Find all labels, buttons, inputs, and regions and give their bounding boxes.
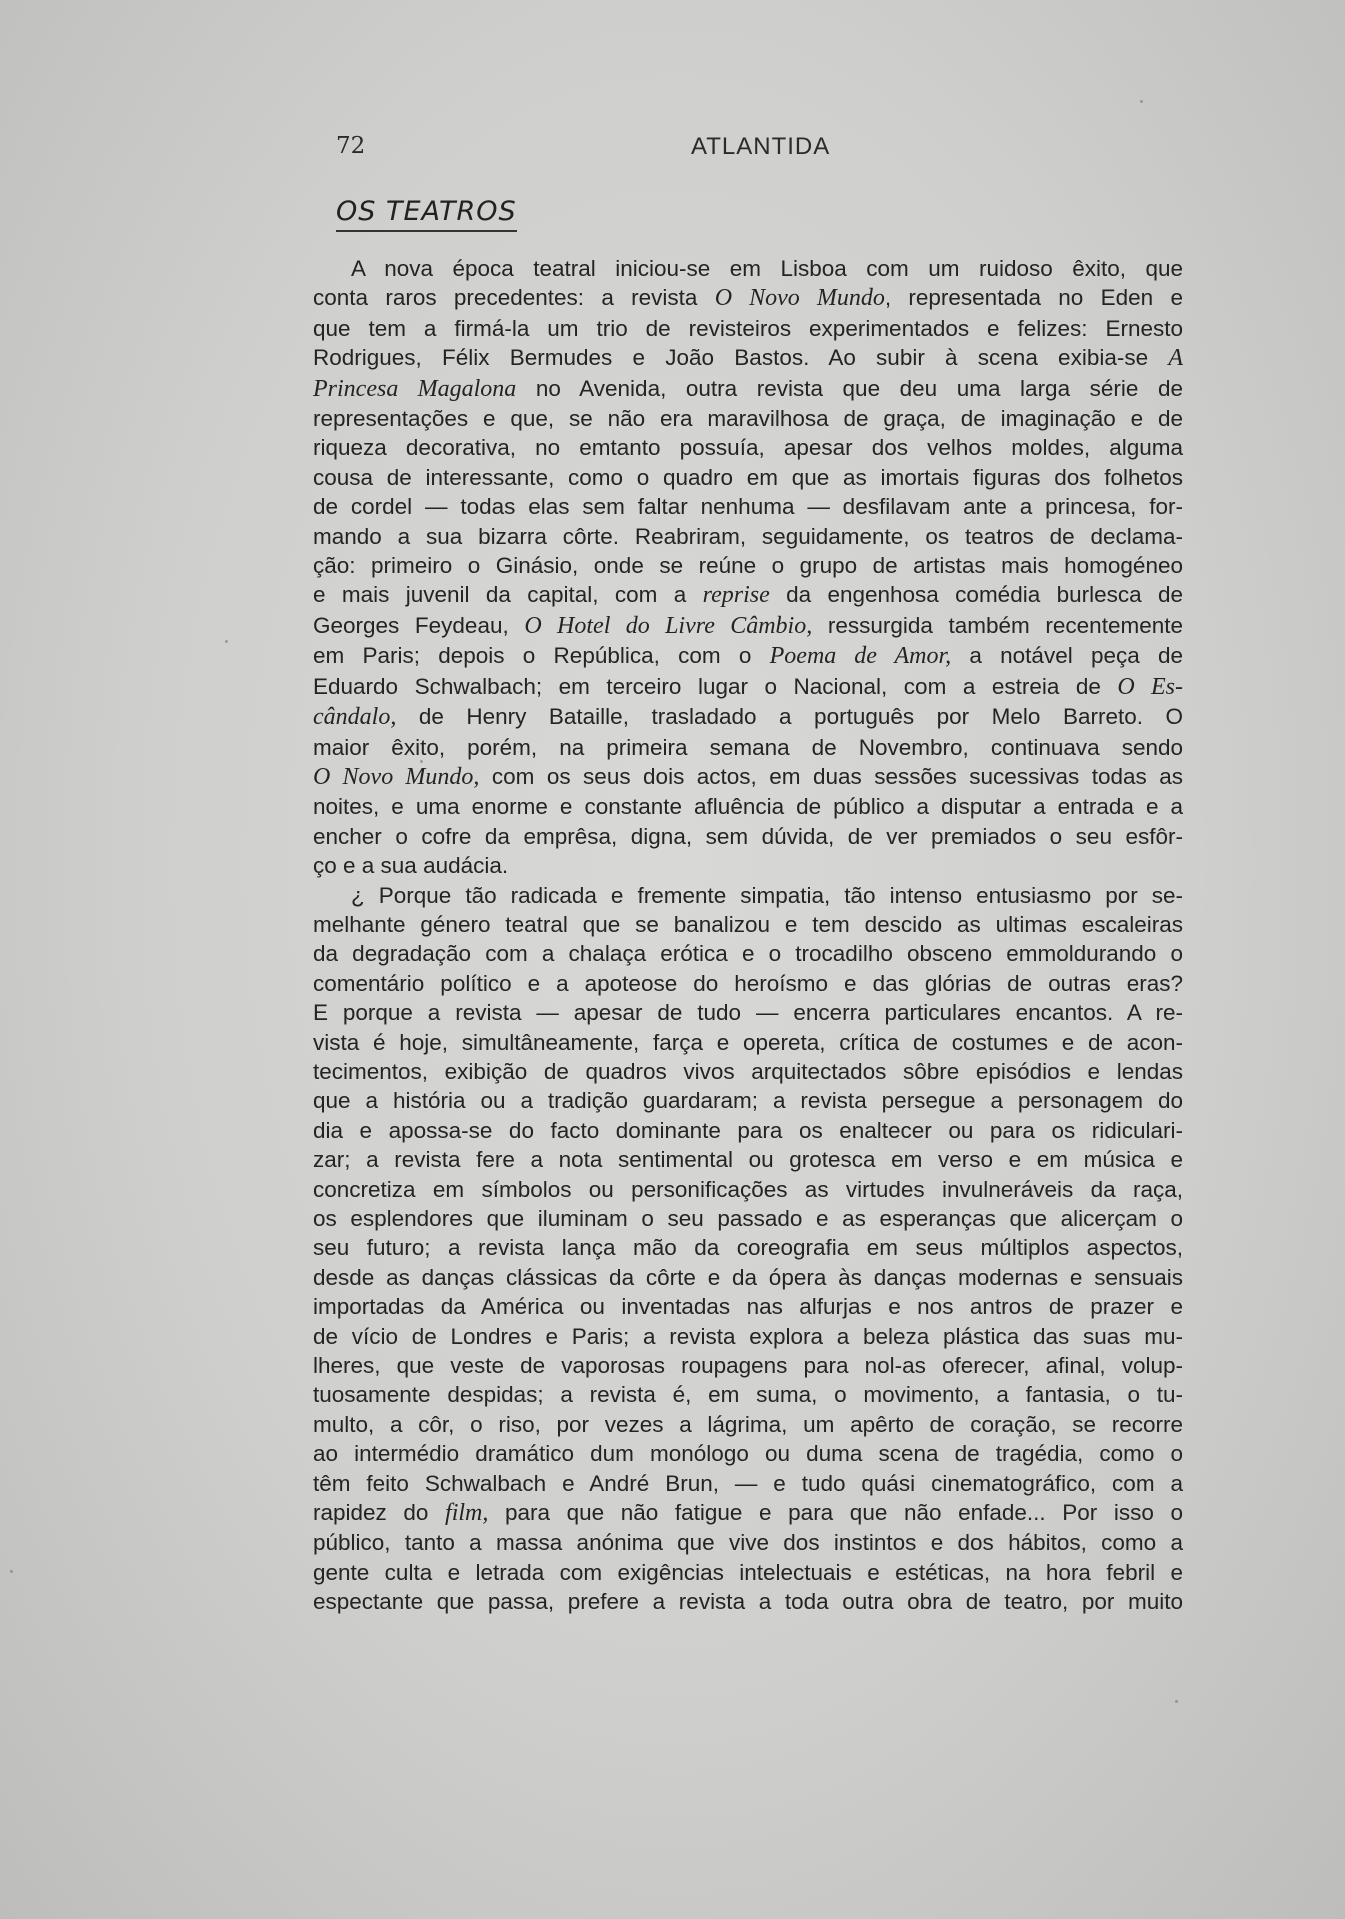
text-run: Eduardo Schwalbach; em terceiro lugar o Nacional, com a estreia de [313, 673, 1118, 699]
text-run: Rodrigues, Félix Bermudes e João Bastos. Ao subir à scena exibia-se [313, 345, 1169, 371]
text-run: cousa de interessante, como o quadro em que as imortais figuras dos folhetos [313, 464, 1183, 490]
text-run: concretiza em símbolos ou personificações as virtudes invulneráveis da raça, [313, 1176, 1183, 1202]
text-line [313, 374, 1183, 404]
text-line [313, 463, 1183, 492]
paper-speck [10, 1570, 13, 1573]
text-run: mando a sua bizarra côrte. Reabriram, seguidamente, os teatros de declama- [313, 523, 1183, 549]
text-line [313, 969, 1183, 998]
text-run: E porque a revista — apesar de tudo — encerra particulares encantos. A re- [313, 1000, 1183, 1026]
italic-title-text: film, [445, 1500, 489, 1527]
text-run: importadas da América ou inventadas nas alfurjas e nos antros de prazer e [313, 1294, 1183, 1320]
text-run: comentário político e a apoteose do heroísmo e das glórias de outras eras? [313, 970, 1183, 996]
text-line [313, 1322, 1183, 1351]
text-run: e mais juvenil da capital, com a [313, 582, 703, 608]
text-line [313, 492, 1183, 521]
text-run: multo, a côr, o riso, por vezes a lágrima, um apêrto de coração, se recorre [313, 1411, 1183, 1437]
text-run: para que não fatigue e para que não enfade... Por isso o [488, 1500, 1184, 1526]
text-line [313, 1263, 1183, 1292]
text-run: , representada no Eden e [884, 285, 1183, 311]
text-run: que tem a firmá-la um trio de revisteiros experimentados e felizes: Ernesto [313, 315, 1183, 341]
text-line [313, 343, 1183, 373]
text-run: Georges Feydeau, [313, 612, 525, 638]
text-run: que a história ou a tradição guardaram; a revista persegue a personagem do [313, 1088, 1183, 1114]
text-line [313, 1498, 1183, 1528]
text-run: A nova época teatral iniciou-se em Lisboa com um ruidoso êxito, que [351, 256, 1183, 281]
text-run: representações e que, se não era maravilhosa de graça, de imaginação e de [313, 406, 1183, 432]
text-run: os esplendores que iluminam o seu passado e as esperanças que alicerçam o [313, 1206, 1183, 1231]
paper-speck [225, 640, 228, 643]
paper-speck [1175, 1700, 1178, 1703]
section-title: OS TEATROS [336, 196, 517, 232]
text-line [313, 1528, 1183, 1557]
text-run: seu futuro; a revista lança mão da coreografia em seus múltiplos aspectos, [313, 1235, 1183, 1261]
text-line [313, 254, 1183, 283]
text-run: ressurgida também recentemente [812, 612, 1183, 638]
text-line [313, 1410, 1183, 1439]
text-run: dia e apossa-se do facto dominante para os enaltecer ou para os ridiculari- [313, 1117, 1183, 1143]
text-line [313, 1204, 1183, 1233]
text-run: encher o cofre da emprêsa, digna, sem dúvida, de ver premiados o seu esfôr- [313, 823, 1183, 849]
text-line [313, 314, 1183, 343]
text-line [313, 1175, 1183, 1204]
text-run: desde as danças clássicas da côrte e da ópera às danças modernas e sensuais [313, 1264, 1183, 1290]
text-line [313, 1057, 1183, 1086]
text-line [313, 1233, 1183, 1262]
text-run: conta raros precedentes: a revista [313, 285, 715, 311]
text-run: riqueza decorativa, no emtanto possuía, apesar dos velhos moldes, alguma [313, 435, 1183, 461]
running-head: ATLANTIDA [691, 133, 831, 160]
article-body [313, 254, 1183, 1617]
italic-title-text: cândalo, [313, 704, 397, 731]
italic-title-text: O Hotel do Livre Câmbio, [524, 612, 813, 639]
text-run: de cordel — todas elas sem faltar nenhuma — desfilavam ante a princesa, for- [313, 494, 1183, 520]
text-line [313, 792, 1183, 821]
text-line [313, 762, 1183, 792]
text-line [313, 672, 1183, 702]
text-line [313, 433, 1183, 462]
text-run: vista é hoje, simultâneamente, farça e opereta, crítica de costumes e de acon- [313, 1029, 1183, 1055]
text-run: maior êxito, porém, na primeira semana de Novembro, continuava sendo [313, 734, 1183, 760]
text-run: tecimentos, exibição de quadros vivos arquitectados sôbre episódios e lendas [313, 1058, 1183, 1084]
text-line [313, 1028, 1183, 1057]
text-line [313, 851, 1183, 880]
text-run: no Avenida, outra revista que deu uma larga série de [516, 375, 1183, 401]
italic-title-text: Poema de Amor, [769, 643, 952, 670]
text-run: espectante que passa, prefere a revista a toda outra obra de teatro, por muito [313, 1589, 1183, 1615]
text-line [313, 1351, 1183, 1380]
text-line [313, 551, 1183, 580]
text-run: ção: primeiro o Ginásio, onde se reúne o grupo de artistas mais homogéneo [313, 553, 1183, 579]
text-run: ¿ Porque tão radicada e fremente simpatia, tão intenso entusiasmo por se- [351, 882, 1183, 908]
text-run: público, tanto a massa anónima que vive dos instintos e dos hábitos, como a [313, 1530, 1183, 1556]
italic-title-text: Princesa Magalona [313, 375, 517, 402]
text-run: com os seus dois actos, em duas sessões sucessivas todas as [479, 763, 1184, 789]
text-line [313, 580, 1183, 610]
text-line [313, 822, 1183, 851]
text-line [313, 1469, 1183, 1498]
paper-speck [420, 760, 423, 763]
text-line [313, 283, 1183, 313]
text-line [313, 1587, 1183, 1616]
text-run: lheres, que veste de vaporosas roupagens para nol-as oferecer, afinal, volup- [313, 1353, 1183, 1379]
text-line [313, 522, 1183, 551]
text-run: rapidez do [313, 1500, 446, 1526]
text-line [313, 1439, 1183, 1468]
italic-title-text: A [1168, 345, 1183, 372]
text-line [313, 641, 1183, 671]
text-run: da engenhosa comédia burlesca de [769, 582, 1183, 608]
text-run: melhante género teatral que se banalizou e tem descido as ultimas escaleiras [313, 911, 1183, 937]
text-line [313, 1145, 1183, 1174]
text-line [313, 733, 1183, 762]
text-line [313, 1380, 1183, 1409]
text-line [313, 1558, 1183, 1587]
text-line [313, 939, 1183, 968]
text-line [313, 1086, 1183, 1115]
italic-title-text: reprise [702, 582, 770, 609]
text-run: de Henry Bataille, trasladado a português por Melo Barreto. O [396, 704, 1183, 730]
text-run: zar; a revista fere a nota sentimental ou grotesca em verso e em música e [313, 1147, 1183, 1173]
text-line [313, 881, 1183, 910]
text-run: ço e a sua audácia. [313, 853, 509, 879]
italic-title-text: O Novo Mundo [714, 285, 885, 312]
text-line [313, 1116, 1183, 1145]
text-run: a notável peça de [951, 643, 1184, 669]
text-run: ao intermédio dramático dum monólogo ou duma scena de tragédia, como o [313, 1441, 1183, 1467]
text-run: tuosamente despidas; a revista é, em suma, o movimento, a fantasia, o tu- [313, 1382, 1183, 1408]
text-line [313, 1292, 1183, 1321]
page-number: 72 [336, 133, 366, 159]
text-run: têm feito Schwalbach e André Brun, — e tudo quási cinematográfico, com a [313, 1470, 1183, 1496]
text-run: de vício de Londres e Paris; a revista explora a beleza plástica das suas mu- [313, 1323, 1183, 1349]
text-line [313, 910, 1183, 939]
text-run: gente culta e letrada com exigências intelectuais e estéticas, na hora febril e [313, 1559, 1183, 1585]
text-line [313, 611, 1183, 641]
text-line [313, 998, 1183, 1027]
italic-title-text: O Es- [1117, 673, 1183, 700]
text-run: noites, e uma enorme e constante afluência de público a disputar a entrada e a [313, 794, 1183, 820]
text-line [313, 404, 1183, 433]
page-header [336, 133, 1166, 169]
text-run: da degradação com a chalaça erótica e o trocadilho obsceno emmoldurando o [313, 941, 1183, 967]
paper-speck [1140, 100, 1143, 103]
text-line [313, 702, 1183, 732]
italic-title-text: O Novo Mundo, [313, 763, 480, 790]
text-run: em Paris; depois o República, com o [313, 643, 770, 669]
